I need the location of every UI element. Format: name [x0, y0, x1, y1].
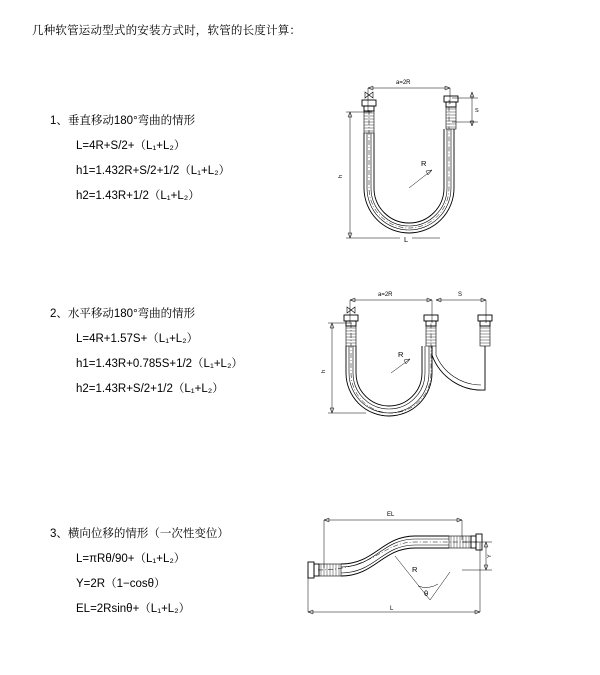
- section-3: [50, 525, 229, 625]
- svg-text:θ: θ: [424, 589, 429, 598]
- figure-1: [320, 70, 510, 270]
- svg-text:L: L: [404, 235, 409, 244]
- svg-text:a=2R: a=2R: [378, 292, 393, 298]
- figure-2-hose: [346, 323, 485, 416]
- svg-text:R: R: [421, 159, 427, 168]
- svg-text:EL: EL: [387, 512, 395, 518]
- section-1-title: 1、垂直移动180°弯曲的情形: [50, 115, 196, 127]
- section-3-formula-2: Y=2R（1−cosθ）: [76, 578, 166, 590]
- section-2-formula-1: L=4R+1.57S+（L₁+L₂）: [76, 333, 199, 345]
- figure-3-y-dimension: [462, 542, 493, 570]
- figure-3: [290, 500, 505, 630]
- figure-3-hose: [318, 536, 480, 576]
- svg-text:a=2R: a=2R: [396, 80, 411, 86]
- figure-2-radius-label: [391, 350, 410, 373]
- svg-text:R: R: [398, 350, 404, 359]
- figure-2-right-flange: [478, 315, 492, 346]
- section-3-formula-1: L=πRθ/90+（L₁+L₂）: [76, 553, 186, 565]
- figure-3-left-flange: [308, 562, 341, 578]
- section-2: [50, 305, 243, 405]
- section-3-formula-3: EL=2Rsinθ+（L₁+L₂）: [76, 603, 191, 615]
- figure-2: [310, 285, 520, 455]
- svg-text:S: S: [475, 108, 479, 114]
- section-1-formula-3: h2=1.43R+1/2（L₁+L₂）: [76, 190, 200, 202]
- section-2-formula-3: h2=1.43R+S/2+1/2（L₁+L₂）: [76, 383, 224, 395]
- figure-2-stroke-dimension: [436, 292, 486, 323]
- figure-1-top-dimension: [368, 80, 450, 112]
- figure-1-length-label: [380, 235, 440, 244]
- svg-text:h: h: [321, 369, 327, 373]
- figure-1-hose: [364, 100, 454, 233]
- figure-1-right-flange: [444, 96, 458, 129]
- section-1-formula-2: h1=1.432R+S/2+1/2（L₁+L₂）: [76, 165, 231, 177]
- section-2-title: 2、水平移动180°弯曲的情形: [50, 308, 196, 320]
- section-2-formula-2: h1=1.43R+0.785S+1/2（L₁+L₂）: [76, 358, 243, 370]
- figure-2-top-dimension: [350, 292, 432, 323]
- figure-3-angle-label: [395, 556, 450, 600]
- page-title: 几种软管运动型式的安装方式时，软管的长度计算：: [32, 25, 302, 37]
- section-3-title: 3、横向位移的情形（一次性变位）: [50, 528, 229, 540]
- svg-text:Y: Y: [487, 554, 493, 558]
- svg-text:S: S: [458, 292, 463, 298]
- svg-text:L: L: [390, 606, 394, 612]
- section-1-formula-1: L=4R+S/2+（L₁+L₂）: [76, 140, 186, 152]
- figure-1-radius-label: [409, 159, 432, 188]
- figure-3-el-dimension: [324, 512, 462, 568]
- svg-text:R: R: [412, 565, 418, 574]
- section-1: [50, 112, 230, 212]
- svg-text:h: h: [338, 174, 344, 178]
